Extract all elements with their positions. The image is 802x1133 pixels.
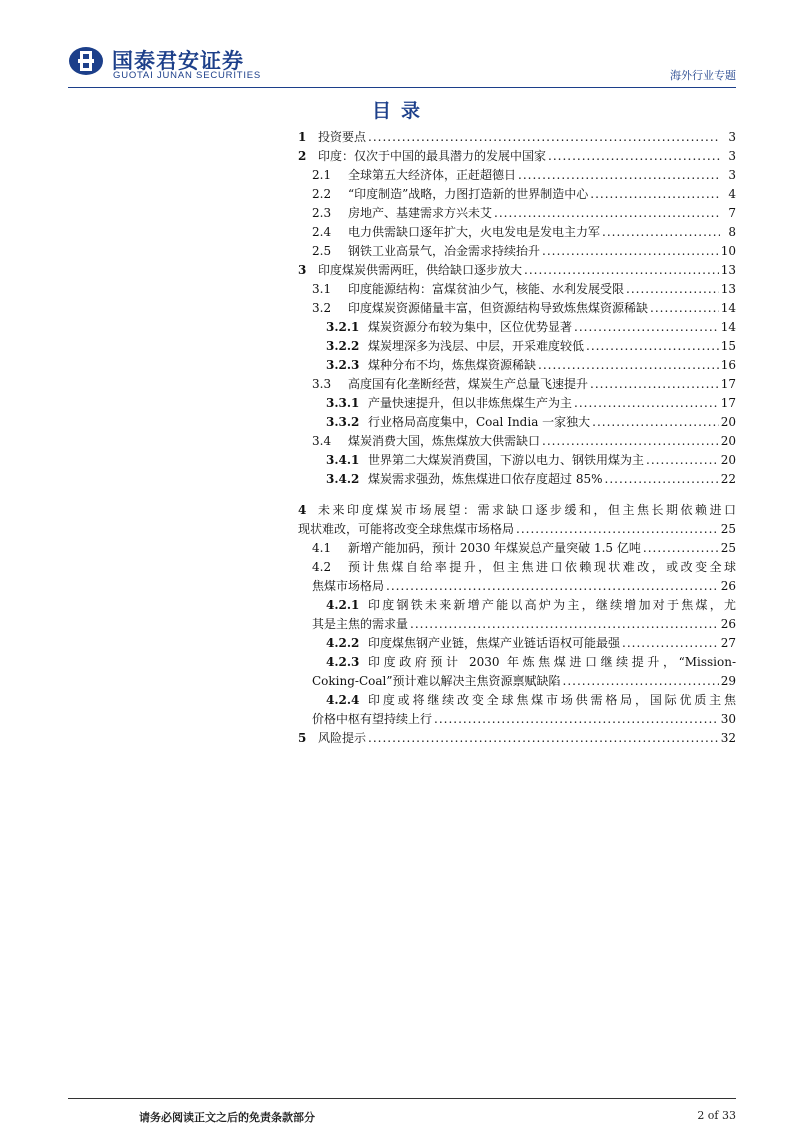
toc-entry-page: 14 <box>720 320 736 334</box>
toc-entry-page: 13 <box>720 263 736 277</box>
toc-entry[interactable] <box>298 242 736 261</box>
toc-entry-page: 3 <box>728 149 736 163</box>
toc-entry-number: 3.3 <box>312 377 332 391</box>
toc-entry[interactable] <box>298 470 736 489</box>
toc-entry-page: 4 <box>728 187 736 201</box>
toc-entry-number: 4.2.3 <box>326 655 360 669</box>
dot-leader <box>542 242 719 261</box>
company-name-en: GUOTAI JUNAN SECURITIES <box>113 70 262 81</box>
toc-entry-page: 10 <box>720 244 736 258</box>
toc-entry-title: 电力供需缺口逐年扩大，火电发电是发电主力军 <box>348 225 601 239</box>
toc-entry-number: 4.2 <box>312 560 332 574</box>
toc-entry-number: 3.1 <box>312 282 332 296</box>
dot-leader <box>410 615 719 634</box>
toc-entry[interactable] <box>298 394 736 413</box>
toc-entry-page: 29 <box>720 674 736 688</box>
dot-leader <box>386 577 719 596</box>
toc-entry-title: 新增产能加码，预计 2030 年煤炭总产量突破 1.5 亿吨 <box>348 541 641 555</box>
toc-entry-title-line1: 未来印度煤炭市场展望：需求缺口逐步缓和，但主焦长期依赖进口 <box>318 503 736 517</box>
toc-entry-page: 17 <box>720 377 736 391</box>
toc-entry-title: 焦煤市场格局 <box>312 579 385 593</box>
toc-entry-number: 3.2.1 <box>326 320 360 334</box>
toc-entry[interactable] <box>298 653 736 691</box>
toc-entry[interactable] <box>298 501 736 539</box>
dot-leader <box>542 432 719 451</box>
toc-entry-page: 15 <box>720 339 736 353</box>
toc-entry-title-line1: 印度或将继续改变全球焦煤市场供需格局，国际优质主焦 <box>368 693 736 707</box>
toc-entry-title: 煤种分布不均，炼焦煤资源稀缺 <box>368 358 537 372</box>
toc-entry-title: 房地产、基建需求方兴未艾 <box>348 206 493 220</box>
toc-entry-title: 投资要点 <box>318 130 367 144</box>
toc-entry-title: 印度煤炭供需两旺，供给缺口逐步放大 <box>318 263 523 277</box>
toc-title: 目录 <box>371 100 430 122</box>
toc-entry[interactable] <box>298 539 736 558</box>
toc-entry[interactable] <box>298 128 736 147</box>
page-number: 2 of 33 <box>697 1109 736 1122</box>
toc-entry-number: 2.2 <box>312 187 332 201</box>
dot-leader <box>548 147 720 166</box>
toc-entry-title: 行业格局高度集中，Coal India 一家独大 <box>368 415 591 429</box>
toc-entry-page: 32 <box>720 731 736 745</box>
dot-leader <box>622 634 719 653</box>
footer-disclaimer: 请务必阅读正文之后的免责条款部分 <box>139 1111 315 1124</box>
company-name-cn: 国泰君安证券 <box>112 49 244 73</box>
toc-entry-title: 全球第五大经济体，正赶超德日 <box>348 168 517 182</box>
toc-entry-title: 世界第二大煤炭消费国，下游以电力、钢铁用煤为主 <box>368 453 645 467</box>
toc-entry-number: 4.2.1 <box>326 598 360 612</box>
dot-leader <box>538 356 719 375</box>
dot-leader <box>434 710 719 729</box>
toc-entry-title: Coking-Coal”预计难以解决主焦资源禀赋缺陷 <box>312 674 561 688</box>
toc-entry[interactable] <box>298 223 736 242</box>
toc-entry[interactable] <box>298 204 736 223</box>
toc-entry-number: 1 <box>298 130 307 144</box>
dot-leader <box>605 470 719 489</box>
report-type: 海外行业专题 <box>670 69 736 82</box>
toc-entry-title: 其是主焦的需求量 <box>312 617 409 631</box>
toc-entry-title: 印度煤焦钢产业链，焦煤产业链话语权可能最强 <box>368 636 621 650</box>
dot-leader <box>590 375 719 394</box>
toc-entry-page: 3 <box>728 130 736 144</box>
toc-entry-number: 5 <box>298 731 307 745</box>
toc-entry-number: 4.1 <box>312 541 332 555</box>
dot-leader <box>524 261 719 280</box>
toc-entry-number: 4.2.2 <box>326 636 360 650</box>
toc-entry-title: 高度国有化垄断经营，煤炭生产总量飞速提升 <box>348 377 589 391</box>
toc-entry[interactable] <box>298 558 736 596</box>
toc-entry-number: 3.4 <box>312 434 332 448</box>
dot-leader <box>516 520 719 539</box>
toc-entry-title: 风险提示 <box>318 731 367 745</box>
dot-leader <box>368 128 720 147</box>
toc-entry-page: 25 <box>720 522 736 536</box>
toc-entry-page: 8 <box>728 225 736 239</box>
toc-entry-number: 2.3 <box>312 206 332 220</box>
toc-entry[interactable] <box>298 280 736 299</box>
toc-entry-title: 钢铁工业高景气，冶金需求持续抬升 <box>348 244 541 258</box>
toc-entry-page: 20 <box>720 434 736 448</box>
toc-entry-title: 煤炭消费大国，炼焦煤放大供需缺口 <box>348 434 541 448</box>
toc-entry[interactable] <box>298 261 736 280</box>
toc-entry[interactable] <box>298 147 736 166</box>
toc-entry-title: 印度煤炭资源储量丰富，但资源结构导致炼焦煤资源稀缺 <box>348 301 649 315</box>
footer-divider <box>68 1098 736 1099</box>
toc-entry-number: 2.4 <box>312 225 332 239</box>
toc-entry-number: 3.2.2 <box>326 339 360 353</box>
dot-leader <box>602 223 720 242</box>
toc-entry-page: 26 <box>720 579 736 593</box>
toc-entry-title: 价格中枢有望持续上行 <box>312 712 433 726</box>
guotai-junan-logo-icon <box>68 46 104 76</box>
toc-entry[interactable] <box>298 166 736 185</box>
toc-entry-page: 7 <box>728 206 736 220</box>
toc-entry-number: 3.2.3 <box>326 358 360 372</box>
toc-entry-number: 2 <box>298 149 307 163</box>
dot-leader <box>643 539 719 558</box>
toc-entry-title: 煤炭需求强劲，炼焦煤进口依存度超过 85% <box>368 472 603 486</box>
toc-entry-page: 30 <box>720 712 736 726</box>
toc-entry[interactable] <box>298 451 736 470</box>
toc-entry-title: “印度制造”战略，力图打造新的世界制造中心 <box>348 187 589 201</box>
toc-entry-number: 3.4.1 <box>326 453 360 467</box>
toc-entry-title: 现状难改，可能将改变全球焦煤市场格局 <box>298 522 515 536</box>
toc-entry-page: 13 <box>720 282 736 296</box>
toc-entry[interactable] <box>298 185 736 204</box>
toc-entry-page: 20 <box>720 415 736 429</box>
toc-entry-page: 16 <box>720 358 736 372</box>
dot-leader <box>650 299 719 318</box>
toc-entry-page: 25 <box>720 541 736 555</box>
toc-entry-title-line1: 印度钢铁未来新增产能以高炉为主，继续增加对于焦煤，尤 <box>368 598 736 612</box>
toc-entry-title: 印度：仅次于中国的最具潜力的发展中国家 <box>318 149 547 163</box>
toc-entry-page: 26 <box>720 617 736 631</box>
toc-entry-title: 煤炭资源分布较为集中，区位优势显著 <box>368 320 573 334</box>
toc-entry-page: 14 <box>720 301 736 315</box>
toc-entry[interactable] <box>298 596 736 634</box>
toc-entry-page: 17 <box>720 396 736 410</box>
header-divider <box>68 87 736 88</box>
toc-entry-number: 2.5 <box>312 244 332 258</box>
toc-entry[interactable] <box>298 729 736 748</box>
toc-entry[interactable] <box>298 375 736 394</box>
toc-entry-number: 3.3.1 <box>326 396 360 410</box>
toc-entry[interactable] <box>298 634 736 653</box>
toc-entry-title-line1: 印度政府预计 2030 年炼焦煤进口继续提升，“Mission- <box>368 655 736 669</box>
toc-entry-page: 3 <box>728 168 736 182</box>
dot-leader <box>590 185 720 204</box>
toc-entry-number: 3.3.2 <box>326 415 360 429</box>
dot-leader <box>592 413 719 432</box>
dot-leader <box>518 166 720 185</box>
toc-entry[interactable] <box>298 432 736 451</box>
dot-leader <box>646 451 719 470</box>
dot-leader <box>586 337 719 356</box>
dot-leader <box>574 318 719 337</box>
toc-entry-number: 3.4.2 <box>326 472 360 486</box>
dot-leader <box>626 280 719 299</box>
toc-entry-page: 27 <box>720 636 736 650</box>
toc-entry-title: 煤炭埋深多为浅层、中层，开采难度较低 <box>368 339 585 353</box>
page-header <box>68 40 736 86</box>
toc-entry-number: 3.2 <box>312 301 332 315</box>
toc-entry-number: 2.1 <box>312 168 332 182</box>
toc-entry-title: 印度能源结构：富煤贫油少气，核能、水利发展受限 <box>348 282 625 296</box>
toc-entry-number: 3 <box>298 263 307 277</box>
toc-entry[interactable] <box>298 413 736 432</box>
toc-entry[interactable] <box>298 318 736 337</box>
toc-entry-title-line1: 预计焦煤自给率提升，但主焦进口依赖现状难改，或改变全球 <box>348 560 736 574</box>
dot-leader <box>368 729 719 748</box>
dot-leader <box>563 672 719 691</box>
dot-leader <box>494 204 720 223</box>
toc-entry-number: 4.2.4 <box>326 693 360 707</box>
toc-entry[interactable] <box>298 337 736 356</box>
dot-leader <box>574 394 719 413</box>
toc-entry-number: 4 <box>298 503 307 517</box>
toc-entry-page: 20 <box>720 453 736 467</box>
toc-entry[interactable] <box>298 356 736 375</box>
toc-entry-page: 22 <box>720 472 736 486</box>
toc-entry-title: 产量快速提升，但以非炼焦煤生产为主 <box>368 396 573 410</box>
toc-entry[interactable] <box>298 299 736 318</box>
toc-entry[interactable] <box>298 691 736 729</box>
